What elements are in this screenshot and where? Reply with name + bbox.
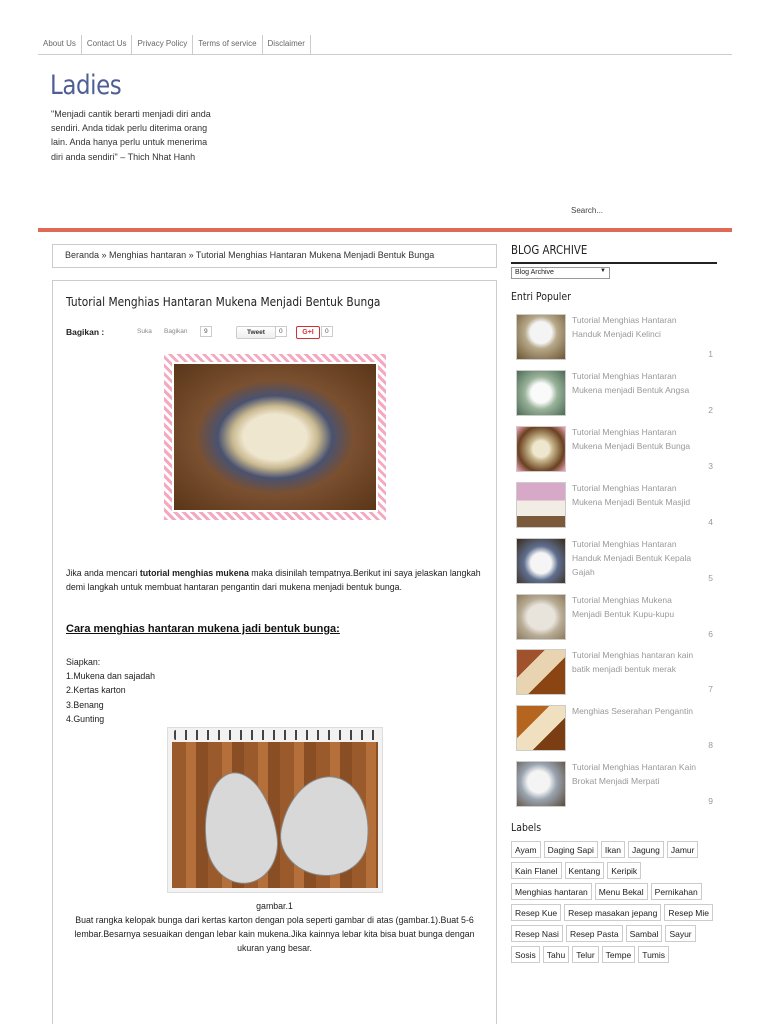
popular-post-number: 4: [708, 517, 713, 527]
popular-post-item[interactable]: [515, 482, 715, 538]
popular-post-title[interactable]: Tutorial Menghias Hantaran Kain Brokat Menjadi Merpati: [572, 762, 696, 786]
list-item: 4.Gunting: [66, 713, 105, 724]
post-thumbnail[interactable]: [516, 370, 566, 416]
breadcrumb[interactable]: Beranda » Menghias hantaran » Tutorial Menghias Hantaran Mukena Menjadi Bentuk Bunga: [52, 244, 497, 268]
nav-disclaimer[interactable]: Disclaimer: [262, 35, 310, 54]
labels-cloud: [511, 841, 721, 963]
google-plus-button[interactable]: G+I: [296, 326, 320, 339]
nav-contact-us[interactable]: Contact Us: [81, 35, 132, 54]
post-thumbnail[interactable]: [516, 649, 566, 695]
label-tag[interactable]: Tempe: [602, 946, 636, 963]
popular-post-number: 5: [708, 573, 713, 583]
label-tag[interactable]: Resep Pasta: [566, 925, 623, 942]
label-tag[interactable]: Pernikahan: [651, 883, 702, 900]
supplies-list: [66, 655, 155, 726]
sidebar-divider: [511, 262, 717, 264]
dropdown-arrow-icon: ▼: [600, 268, 606, 274]
post-thumbnail[interactable]: [516, 761, 566, 807]
popular-post-item[interactable]: [515, 370, 715, 426]
list-item: Siapkan:: [66, 657, 101, 667]
image-caption-label: gambar.1: [256, 901, 293, 911]
site-tagline: "Menjadi cantik berarti menjadi diri anda sendiri. Anda tidak perlu diterima orang lain. Anda hanya perlu untuk menerima diri anda sendiri" – Thich Nhat Hanh: [51, 109, 211, 162]
like-button[interactable]: Suka: [137, 328, 152, 335]
post-thumbnail[interactable]: [516, 314, 566, 360]
list-item: 2.Kertas karton: [66, 685, 126, 696]
nav-privacy-policy[interactable]: Privacy Policy: [131, 35, 192, 54]
share-label: Bagikan :: [66, 327, 105, 337]
blog-archive-select[interactable]: Blog Archive ▼: [511, 267, 610, 279]
search-input[interactable]: Search...: [571, 206, 604, 215]
post-title: Tutorial Menghias Hantaran Mukena Menjadi Bentuk Bunga: [66, 294, 381, 309]
share-count: 9: [200, 326, 212, 337]
petal-pattern-shape: [197, 768, 284, 889]
image-caption-text: Buat rangka kelopak bunga dari kertas karton dengan pola seperti gambar di atas (gambar.1).Buat 5-6 lembar.Besarnya sesuaikan dengan lebar kain mukena.Jika kainnya lebar kita bisa buat bunga dengan ukuran yang besar.: [74, 915, 475, 954]
nav-divider: [310, 35, 311, 54]
section-heading: Cara menghias hantaran mukena jadi bentuk bunga:: [66, 623, 340, 635]
gplus-count: 0: [321, 326, 333, 337]
petal-pattern-shape: [274, 769, 378, 883]
mukena-flower-photo: [164, 354, 386, 520]
label-tag[interactable]: Jagung: [628, 841, 664, 858]
post-thumbnail[interactable]: [516, 538, 566, 584]
popular-post-number: 9: [708, 796, 713, 806]
label-tag[interactable]: Resep masakan jepang: [564, 904, 661, 921]
post-thumbnail[interactable]: [516, 482, 566, 528]
header-divider: [38, 228, 732, 232]
label-tag[interactable]: Ayam: [511, 841, 541, 858]
label-tag[interactable]: Resep Mie: [664, 904, 713, 921]
popular-post-title[interactable]: Tutorial Menghias Hantaran Handuk Menjadi Kelinci: [572, 315, 677, 339]
popular-post-item[interactable]: [515, 426, 715, 482]
popular-post-item[interactable]: [515, 594, 715, 650]
popular-post-title[interactable]: Tutorial Menghias Hantaran Handuk Menjadi Bentuk Kepala Gajah: [572, 539, 692, 577]
popular-posts-heading: Entri Populer: [511, 290, 572, 303]
cardboard-pattern-photo: [167, 727, 383, 893]
popular-post-item[interactable]: [515, 649, 715, 705]
facebook-share-button[interactable]: Bagikan: [164, 328, 188, 335]
label-tag[interactable]: Resep Nasi: [511, 925, 563, 942]
label-tag[interactable]: Jamur: [667, 841, 699, 858]
popular-post-number: 3: [708, 461, 713, 471]
nav-about-us[interactable]: About Us: [43, 39, 76, 48]
post-thumbnail[interactable]: [516, 705, 566, 751]
post-article: [52, 280, 497, 1024]
popular-post-title[interactable]: Tutorial Menghias Hantaran Mukena menjadi Bentuk Angsa: [572, 371, 690, 395]
popular-post-item[interactable]: [515, 314, 715, 370]
label-tag[interactable]: Sambal: [626, 925, 663, 942]
label-tag[interactable]: Daging Sapi: [544, 841, 598, 858]
label-tag[interactable]: Menghias hantaran: [511, 883, 592, 900]
label-tag[interactable]: Tahu: [543, 946, 569, 963]
post-thumbnail[interactable]: [516, 426, 566, 472]
popular-post-title[interactable]: Tutorial Menghias Hantaran Mukena Menjadi Bentuk Masjid: [572, 483, 691, 507]
popular-post-title[interactable]: Menghias Seserahan Pengantin: [572, 706, 693, 716]
list-item: 3.Benang: [66, 699, 104, 710]
post-thumbnail[interactable]: [516, 594, 566, 640]
label-tag[interactable]: Ikan: [601, 841, 625, 858]
blog-archive-heading: BLOG ARCHIVE: [511, 243, 588, 257]
label-tag[interactable]: Sosis: [511, 946, 540, 963]
label-tag[interactable]: Resep Kue: [511, 904, 561, 921]
label-tag[interactable]: Keripik: [607, 862, 641, 879]
popular-post-item[interactable]: [515, 761, 715, 817]
nav-terms-of-service[interactable]: Terms of service: [192, 35, 261, 54]
tweet-button[interactable]: Tweet: [236, 326, 276, 339]
popular-post-item[interactable]: [515, 538, 715, 594]
label-tag[interactable]: Telur: [572, 946, 598, 963]
popular-post-number: 6: [708, 629, 713, 639]
popular-post-number: 1: [708, 349, 713, 359]
intro-paragraph: Jika anda mencari tutorial menghias mukena maka disinilah tempatnya.Berikut ini saya jelaskan langkah demi langkah untuk membuat hantaran pengantin dari mukena menjadi bentuk bunga.: [66, 568, 481, 593]
label-tag[interactable]: Kentang: [565, 862, 605, 879]
label-tag[interactable]: Sayur: [665, 925, 695, 942]
intro-bold-text: tutorial menghias mukena: [139, 568, 249, 578]
label-tag[interactable]: Menu Bekal: [595, 883, 648, 900]
popular-post-title[interactable]: Tutorial Menghias Mukena Menjadi Bentuk Kupu-kupu: [572, 595, 675, 619]
popular-post-title[interactable]: Tutorial Menghias hantaran kain batik menjadi bentuk merak: [572, 650, 694, 674]
tweet-count: 0: [275, 326, 287, 337]
labels-heading: Labels: [511, 821, 542, 834]
popular-post-item[interactable]: [515, 705, 715, 761]
spiral-binding-icon: [174, 730, 376, 740]
popular-post-number: 7: [708, 684, 713, 694]
list-item: 1.Mukena dan sajadah: [66, 671, 156, 682]
site-title[interactable]: Ladies: [50, 70, 122, 101]
popular-post-title[interactable]: Tutorial Menghias Hantaran Mukena Menjadi Bentuk Bunga: [572, 427, 691, 451]
top-nav: [38, 35, 732, 55]
popular-post-number: 8: [708, 740, 713, 750]
popular-post-number: 2: [708, 405, 713, 415]
label-tag[interactable]: Tumis: [638, 946, 669, 963]
label-tag[interactable]: Kain Flanel: [511, 862, 562, 879]
